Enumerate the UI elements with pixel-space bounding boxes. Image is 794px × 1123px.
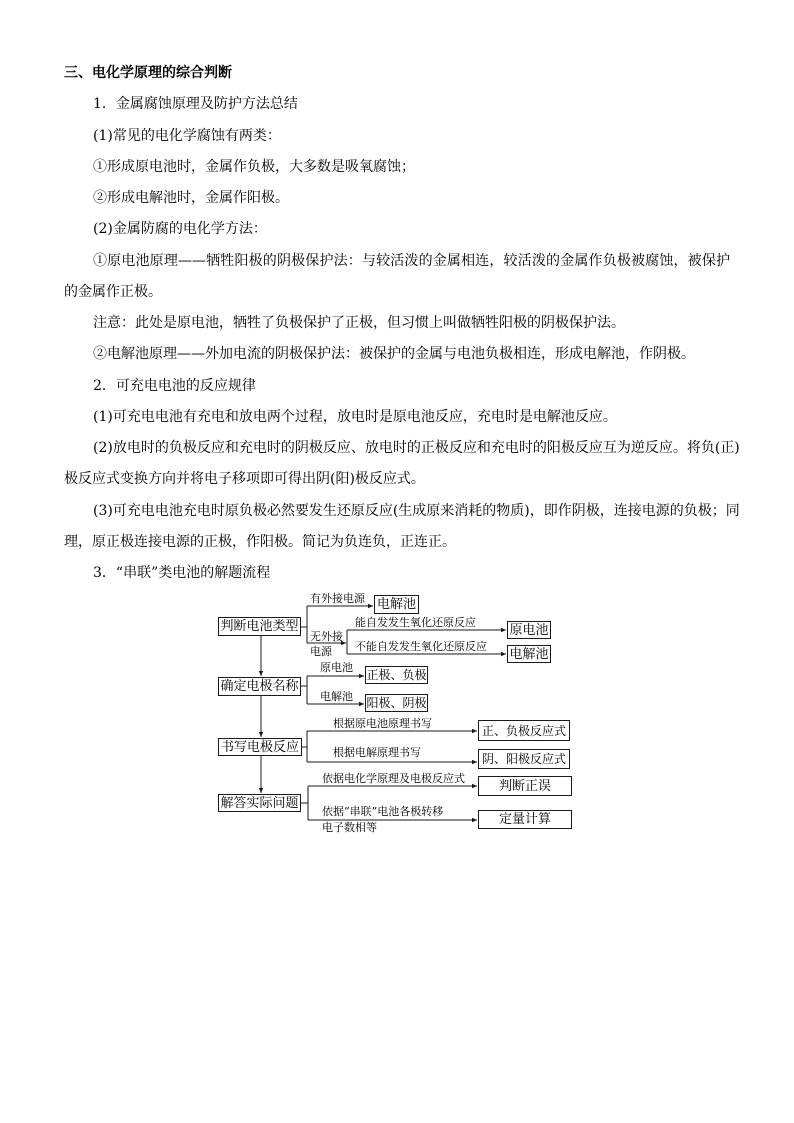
topic1-title: 1．金属腐蚀原理及防护方法总结	[93, 96, 298, 113]
flow-step-write-electrode-reactions: 书写电极反应	[218, 738, 302, 756]
flow-result-box: 电解池	[507, 645, 551, 663]
topic1-part2-item1-line2: 的金属作正极。	[64, 283, 162, 300]
topic2-point2-line2: 极反应式变换方向并将电子移项即可得出阴(阳)极反应式。	[64, 471, 425, 488]
topic2-point2-line1: (2)放电时的负极反应和充电时的阴极反应、放电时的正极反应和充电时的阳极反应互为逆反应。将负(正)	[93, 440, 740, 456]
flow-condition-label: 根据电解原理书写	[333, 746, 421, 759]
flow-result-box: 阴、阳极反应式	[478, 749, 570, 769]
flow-result-box: 正极、负极	[366, 668, 427, 682]
topic2-point1: (1)可充电电池有充电和放电两个过程，放电时是原电池反应，充电时是电解池反应。	[93, 408, 617, 425]
flow-condition-label: 不能自发发生氧化还原反应	[355, 640, 487, 653]
flow-result-box: 判断正误	[478, 776, 572, 796]
topic2-title: 2．可充电电池的反应规律	[93, 377, 256, 394]
flow-condition-label: 电解池	[320, 690, 353, 703]
topic2-point3-line2: 理，原正极连接电源的正极，作阳极。简记为负连负，正连正。	[64, 533, 456, 550]
flow-condition-label: 能自发发生氧化还原反应	[355, 616, 476, 629]
flow-condition-label: 电子数相等	[322, 821, 377, 834]
flow-result-box: 定量计算	[478, 810, 572, 829]
flow-step-determine-electrode-names: 确定电极名称	[218, 677, 301, 696]
flow-result-box: 阳极、阴极	[366, 696, 427, 710]
topic2-point3-line1: (3)可充电电池充电时原负极必然要发生还原反应(生成原来消耗的物质)，即作阴极，连接电源的负极；同	[93, 502, 740, 519]
flow-result-box: 电解池	[374, 595, 419, 614]
topic1-part2-note: 注意：此处是原电池，牺牲了负极保护了正极，但习惯上叫做牺牲阳极的阴极保护法。	[93, 315, 625, 331]
flow-condition-label: 依据“串联”电池各极转移	[322, 805, 444, 818]
topic1-part1-item: ①形成原电池时，金属作负极，大多数是吸氧腐蚀；	[93, 158, 415, 175]
flow-condition-label: 有外接电源	[310, 592, 365, 605]
topic1-part2-title: (2)金属防腐的电化学方法：	[93, 221, 267, 238]
flow-condition-label: 电源	[310, 645, 332, 658]
flow-condition-label: 根据原电池原理书写	[333, 717, 432, 730]
flow-step-solve-problems: 解答实际问题	[218, 794, 301, 812]
flow-condition-label: 无外接	[310, 630, 343, 643]
topic1-part1-item: ②形成电解池时，金属作阳极。	[93, 190, 289, 206]
topic3-title: 3．“串联”类电池的解题流程	[93, 565, 271, 581]
flow-condition-label: 原电池	[320, 661, 353, 674]
flow-step-determine-cell-type: 判断电池类型	[218, 617, 301, 636]
flow-result-box: 原电池	[507, 621, 551, 639]
topic1-part2-item2: ②电解池原理——外加电流的阴极保护法：被保护的金属与电池负极相连，形成电解池，作阴极。	[93, 346, 695, 363]
topic1-part2-item1-line1: ①原电池原理——牺牲阳极的阴极保护法：与较活泼的金属相连，较活泼的金属作负极被腐蚀，被保护	[93, 252, 730, 269]
flow-condition-label: 依据电化学原理及电极反应式	[322, 772, 465, 785]
flow-result-box: 正、负极反应式	[478, 720, 570, 741]
topic1-part1-title: (1)常见的电化学腐蚀有两类：	[93, 127, 281, 144]
section-heading: 三、电化学原理的综合判断	[64, 65, 232, 81]
